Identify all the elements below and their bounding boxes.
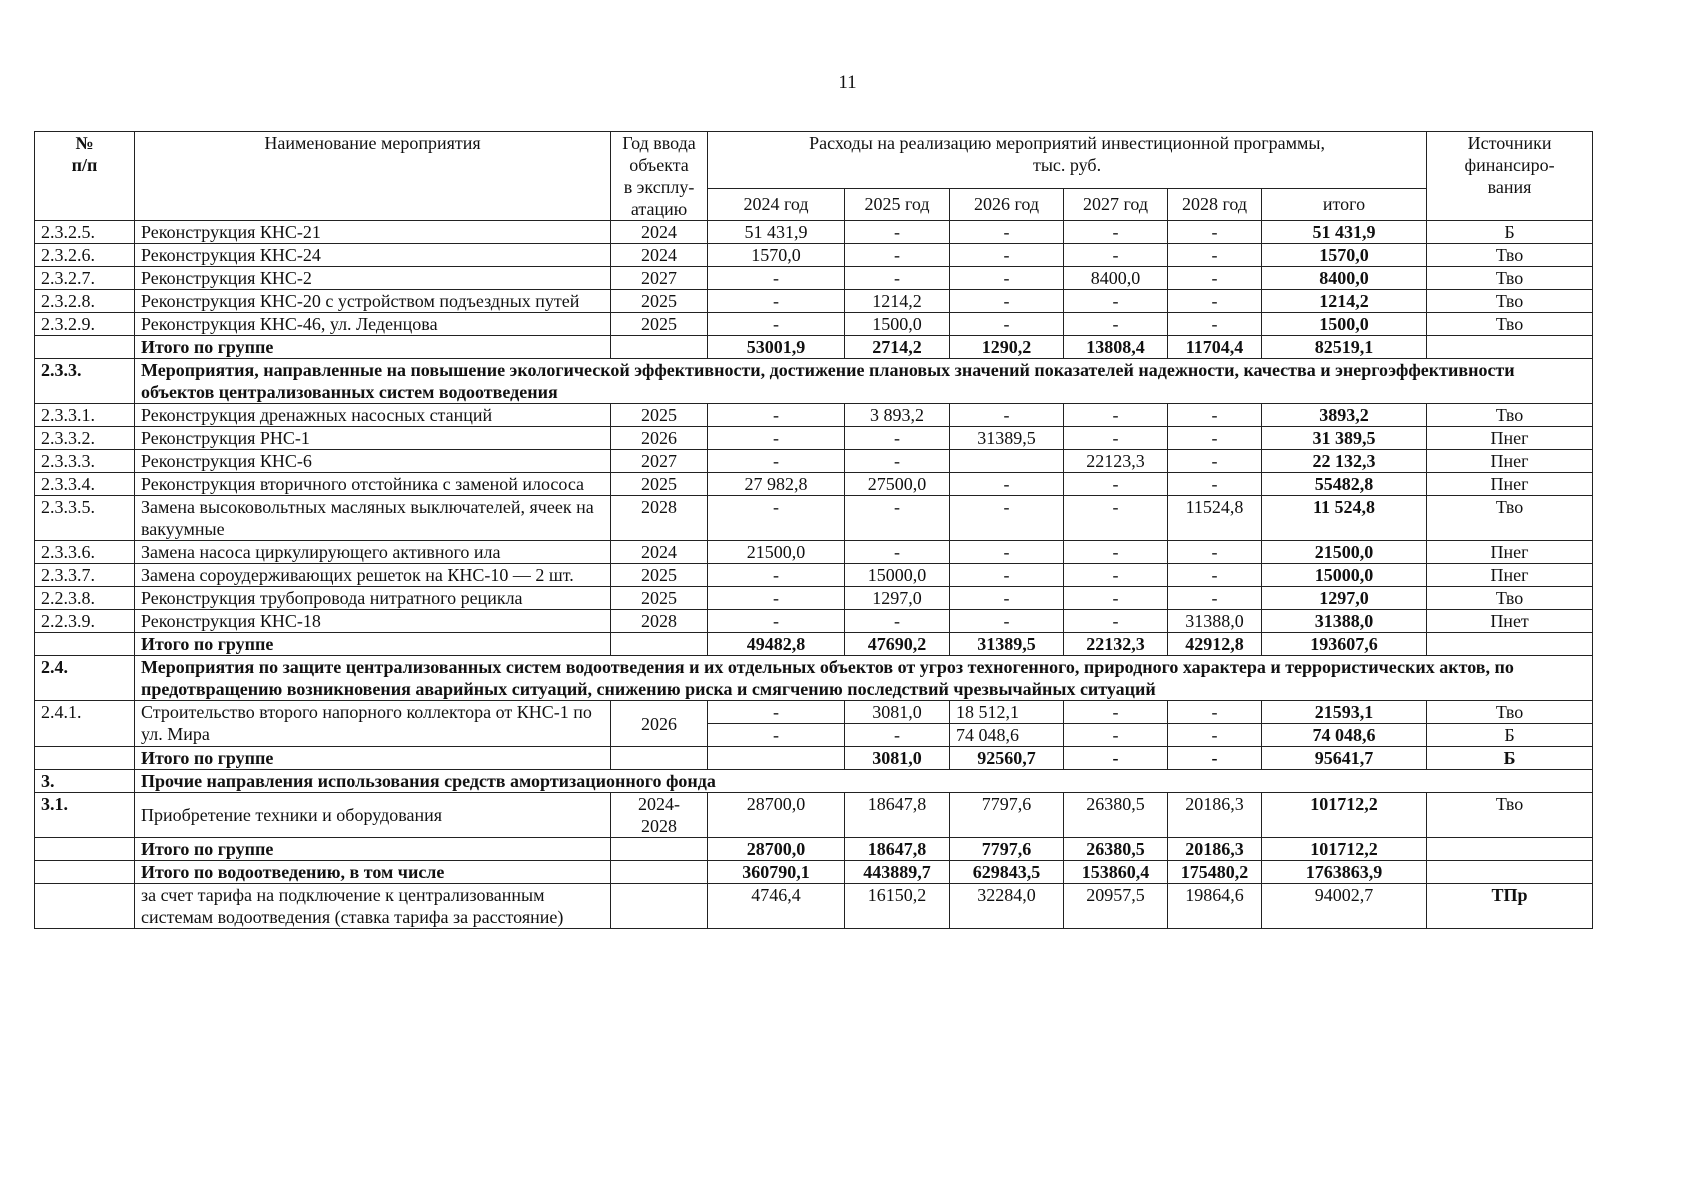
total-2027: 26380,5 [1064,838,1168,861]
value-2027: 8400,0 [1064,267,1168,290]
row-year [611,838,708,861]
total-2024: 28700,0 [708,838,845,861]
row-year: 2027 [611,267,708,290]
total-2027: 22132,3 [1064,633,1168,656]
total-2025: 47690,2 [845,633,950,656]
row-name: за счет тарифа на подключение к централизованным системам водоотведения (ставка тарифа за расстояние) [135,884,611,929]
row-number: 2.3.3.6. [35,541,135,564]
table-row [35,450,1593,473]
total-2028: 11704,4 [1168,336,1262,359]
value-2026 [950,450,1064,473]
value-total: 15000,0 [1262,564,1427,587]
row-number: 2.3.2.7. [35,267,135,290]
value-total: 11 524,8 [1262,496,1427,541]
value-2025: - [845,450,950,473]
section-number: 2.4. [35,656,135,701]
value-total: 1214,2 [1262,290,1427,313]
header-total: итого [1262,188,1427,220]
funding-source [1427,633,1593,656]
header-year-2024: 2024 год [708,188,845,220]
value-2026: 31389,5 [950,427,1064,450]
total-label: Итого по группе [135,336,611,359]
value-2028: - [1168,587,1262,610]
value-total: 3893,2 [1262,404,1427,427]
table-header [35,132,1593,221]
row-number [35,838,135,861]
table-row [35,313,1593,336]
value-total: 21593,1 [1262,701,1427,724]
table-row [35,564,1593,587]
row-year [611,336,708,359]
value-2027: - [1064,244,1168,267]
row-number: 2.3.3.4. [35,473,135,496]
total-label: Итого по группе [135,838,611,861]
value-2025: - [845,496,950,541]
value-total: 51 431,9 [1262,221,1427,244]
table-row [35,404,1593,427]
value-2027: - [1064,221,1168,244]
row-number: 2.3.3.7. [35,564,135,587]
total-label: Итого по группе [135,747,611,770]
section-title: Прочие направления использования средств амортизационного фонда [135,770,1593,793]
total-2028: 42912,8 [1168,633,1262,656]
funding-source: Тво [1427,496,1593,541]
row-name: Реконструкция дренажных насосных станций [135,404,611,427]
value-2024: - [708,587,845,610]
funding-source: Тво [1427,404,1593,427]
table-row [35,541,1593,564]
row-name: Реконструкция трубопровода нитратного рецикла [135,587,611,610]
row-number: 2.3.3.5. [35,496,135,541]
value-total: 94002,7 [1262,884,1427,929]
row-year: 2024 [611,221,708,244]
value-2024: 21500,0 [708,541,845,564]
value-2027: - [1064,724,1168,747]
header-costs: Расходы на реализацию мероприятий инвестиционной программы, тыс. руб. [708,132,1427,189]
row-year: 2025 [611,564,708,587]
funding-source: Пнег [1427,473,1593,496]
group-total-row [35,747,1593,770]
value-2026: - [950,564,1064,587]
value-total: 1297,0 [1262,587,1427,610]
value-2024: - [708,313,845,336]
value-2024: 27 982,8 [708,473,845,496]
total-2025: 443889,7 [845,861,950,884]
row-number: 2.2.3.9. [35,610,135,633]
group-total-row [35,633,1593,656]
value-2025: 3 893,2 [845,404,950,427]
row-number: 2.3.3.1. [35,404,135,427]
row-year [611,861,708,884]
row-name: Реконструкция вторичного отстойника с заменой илососа [135,473,611,496]
total-2024: 49482,8 [708,633,845,656]
value-2026: - [950,496,1064,541]
header-year-2027: 2027 год [1064,188,1168,220]
total-sum: 101712,2 [1262,838,1427,861]
value-2025: - [845,244,950,267]
row-name: Реконструкция КНС-46, ул. Леденцова [135,313,611,336]
value-total: 8400,0 [1262,267,1427,290]
header-name: Наименование мероприятия [135,132,611,221]
funding-source: Тво [1427,290,1593,313]
row-name: Реконструкция КНС-18 [135,610,611,633]
funding-source: Тво [1427,267,1593,290]
total-2026: 629843,5 [950,861,1064,884]
value-2025: 1297,0 [845,587,950,610]
group-total-row [35,336,1593,359]
funding-source: Пнег [1427,564,1593,587]
table-row [35,610,1593,633]
table-row [35,793,1593,838]
section-row [35,359,1593,404]
funding-source [1427,336,1593,359]
row-name: Замена насоса циркулирующего активного ила [135,541,611,564]
row-year [611,633,708,656]
total-2026: 31389,5 [950,633,1064,656]
value-2025: - [845,267,950,290]
value-total: 1500,0 [1262,313,1427,336]
table-row [35,473,1593,496]
row-year: 2024 [611,541,708,564]
section-number: 2.3.3. [35,359,135,404]
value-2025: - [845,221,950,244]
value-2026: - [950,404,1064,427]
value-total: 1570,0 [1262,244,1427,267]
table-row [35,427,1593,450]
value-2025: 18647,8 [845,793,950,838]
value-2027: - [1064,496,1168,541]
value-2028: 11524,8 [1168,496,1262,541]
table-row [35,221,1593,244]
value-2025: 1500,0 [845,313,950,336]
row-year [611,884,708,929]
header-year-2028: 2028 год [1168,188,1262,220]
value-2026: - [950,221,1064,244]
value-2024: - [708,564,845,587]
funding-source: Пнег [1427,541,1593,564]
total-sum: 95641,7 [1262,747,1427,770]
value-2024: - [708,610,845,633]
value-2024: - [708,404,845,427]
row-name: Реконструкция КНС-24 [135,244,611,267]
value-2026: - [950,313,1064,336]
row-year: 2025 [611,313,708,336]
value-2027: - [1064,427,1168,450]
value-2027: - [1064,701,1168,724]
value-2024: - [708,450,845,473]
row-number [35,861,135,884]
total-2025: 3081,0 [845,747,950,770]
total-2028: - [1168,747,1262,770]
total-2028: 175480,2 [1168,861,1262,884]
value-2026: 18 512,1 [950,701,1064,724]
value-total: 55482,8 [1262,473,1427,496]
total-label: Итого по водоотведению, в том числе [135,861,611,884]
value-2028: - [1168,450,1262,473]
value-2027: - [1064,541,1168,564]
total-2027: 13808,4 [1064,336,1168,359]
funding-source: Тво [1427,701,1593,724]
value-2025: 15000,0 [845,564,950,587]
row-number: 2.3.3.3. [35,450,135,473]
funding-source: Пнег [1427,427,1593,450]
value-2027: - [1064,473,1168,496]
value-2027: 26380,5 [1064,793,1168,838]
table-row [35,244,1593,267]
value-2024: 51 431,9 [708,221,845,244]
value-2025: 1214,2 [845,290,950,313]
value-2026: - [950,541,1064,564]
row-number: 2.3.2.8. [35,290,135,313]
total-2026: 92560,7 [950,747,1064,770]
row-name: Реконструкция КНС-6 [135,450,611,473]
value-2028: - [1168,313,1262,336]
total-sum: 82519,1 [1262,336,1427,359]
value-2027: - [1064,587,1168,610]
investment-program-table [34,131,1593,929]
row-name: Реконструкция РНС-1 [135,427,611,450]
header-year-2025: 2025 год [845,188,950,220]
total-2025: 18647,8 [845,838,950,861]
value-total: 31 389,5 [1262,427,1427,450]
value-total: 31388,0 [1262,610,1427,633]
row-number [35,633,135,656]
row-name: Замена сороудерживающих решеток на КНС-10 — 2 шт. [135,564,611,587]
value-2025: 3081,0 [845,701,950,724]
row-number [35,336,135,359]
value-2026: - [950,244,1064,267]
value-2024: 4746,4 [708,884,845,929]
row-number: 2.3.2.5. [35,221,135,244]
section-row [35,656,1593,701]
row-number [35,747,135,770]
value-2028: 31388,0 [1168,610,1262,633]
row-name: Реконструкция КНС-20 с устройством подъездных путей [135,290,611,313]
value-2028: 19864,6 [1168,884,1262,929]
funding-source [1427,861,1593,884]
total-2024: 53001,9 [708,336,845,359]
value-total: 22 132,3 [1262,450,1427,473]
value-2028: - [1168,404,1262,427]
value-2027: 20957,5 [1064,884,1168,929]
value-2025: 16150,2 [845,884,950,929]
total-2028: 20186,3 [1168,838,1262,861]
value-2024: - [708,427,845,450]
table-row [35,496,1593,541]
value-2025: 27500,0 [845,473,950,496]
value-2025: - [845,541,950,564]
value-2026: - [950,610,1064,633]
total-sum: 193607,6 [1262,633,1427,656]
row-name: Приобретение техники и оборудования [135,793,611,838]
value-2028: - [1168,701,1262,724]
row-year: 2026 [611,427,708,450]
row-year: 2028 [611,496,708,541]
header-no: № п/п [35,132,135,221]
total-2027: - [1064,747,1168,770]
row-year [611,747,708,770]
value-2028: - [1168,290,1262,313]
section-number: 3. [35,770,135,793]
value-2028: - [1168,244,1262,267]
value-2025: - [845,427,950,450]
value-2028: 20186,3 [1168,793,1262,838]
total-2026: 1290,2 [950,336,1064,359]
total-2024: 360790,1 [708,861,845,884]
value-total: 74 048,6 [1262,724,1427,747]
row-year: 2025 [611,473,708,496]
group-total-row [35,838,1593,861]
grand-total-row [35,861,1593,884]
table-row [35,701,1593,724]
value-2024: - [708,267,845,290]
value-2027: - [1064,290,1168,313]
value-2026: - [950,290,1064,313]
value-2024: - [708,496,845,541]
total-2026: 7797,6 [950,838,1064,861]
table-row [35,587,1593,610]
value-2027: 22123,3 [1064,450,1168,473]
table-row [35,290,1593,313]
value-2025: - [845,724,950,747]
section-row [35,770,1593,793]
value-2027: - [1064,564,1168,587]
row-year: 2025 [611,290,708,313]
value-2024: - [708,724,845,747]
row-number [35,884,135,929]
funding-source: Б [1427,724,1593,747]
value-2028: - [1168,541,1262,564]
row-name: Реконструкция КНС-2 [135,267,611,290]
value-2026: - [950,473,1064,496]
row-year: 2024 [611,244,708,267]
row-number: 2.2.3.8. [35,587,135,610]
value-total: 21500,0 [1262,541,1427,564]
funding-source: Б [1427,747,1593,770]
value-2028: - [1168,267,1262,290]
total-2024 [708,747,845,770]
row-number: 2.3.2.6. [35,244,135,267]
total-label: Итого по группе [135,633,611,656]
section-title: Мероприятия, направленные на повышение экологической эффективности, достижение плановых значений показателей надежности, качества и энергоэффективности объектов централизованных систем водоотведения [135,359,1593,404]
total-sum: 1763863,9 [1262,861,1427,884]
header-sources: Источники финансиро- вания [1427,132,1593,221]
row-year: 2025 [611,587,708,610]
row-number: 2.4.1. [35,701,135,747]
value-2028: - [1168,473,1262,496]
funding-source: Тво [1427,793,1593,838]
row-number: 3.1. [35,793,135,838]
header-year: Год ввода объекта в эксплу- атацию [611,132,708,221]
row-number: 2.3.2.9. [35,313,135,336]
funding-source: Тво [1427,313,1593,336]
value-2028: - [1168,564,1262,587]
value-2027: - [1064,313,1168,336]
value-2027: - [1064,610,1168,633]
funding-source: Тво [1427,244,1593,267]
page-number: 11 [838,72,857,93]
row-year: 2024- 2028 [611,793,708,838]
value-2026: 32284,0 [950,884,1064,929]
total-2025: 2714,2 [845,336,950,359]
row-year: 2026 [611,701,708,747]
table-body [35,221,1593,929]
row-year: 2028 [611,610,708,633]
value-2026: 7797,6 [950,793,1064,838]
header-year-2026: 2026 год [950,188,1064,220]
value-2028: - [1168,724,1262,747]
value-2026: 74 048,6 [950,724,1064,747]
section-title: Мероприятия по защите централизованных систем водоотведения и их отдельных объектов от угроз техногенного, природного характера и террористических актов, по предотвращению возникновения аварийных ситуаций, снижению риска и смягчению последствий чрезвычайных ситуаций [135,656,1593,701]
value-2028: - [1168,427,1262,450]
funding-source: Пнег [1427,450,1593,473]
value-2024: 28700,0 [708,793,845,838]
funding-source [1427,838,1593,861]
value-2024: - [708,701,845,724]
value-2026: - [950,267,1064,290]
value-2025: - [845,610,950,633]
row-number: 2.3.3.2. [35,427,135,450]
funding-source: ТПр [1427,884,1593,929]
row-year: 2025 [611,404,708,427]
row-year: 2027 [611,450,708,473]
row-name: Замена высоковольтных масляных выключателей, ячеек на вакуумные [135,496,611,541]
value-2024: 1570,0 [708,244,845,267]
funding-source: Тво [1427,587,1593,610]
row-name: Строительство второго напорного коллектора от КНС-1 по ул. Мира [135,701,611,747]
value-2024: - [708,290,845,313]
table-row [35,267,1593,290]
value-2027: - [1064,404,1168,427]
value-total: 101712,2 [1262,793,1427,838]
funding-source: Б [1427,221,1593,244]
total-2027: 153860,4 [1064,861,1168,884]
value-2028: - [1168,221,1262,244]
funding-source: Пнет [1427,610,1593,633]
row-name: Реконструкция КНС-21 [135,221,611,244]
value-2026: - [950,587,1064,610]
tariff-row [35,884,1593,929]
